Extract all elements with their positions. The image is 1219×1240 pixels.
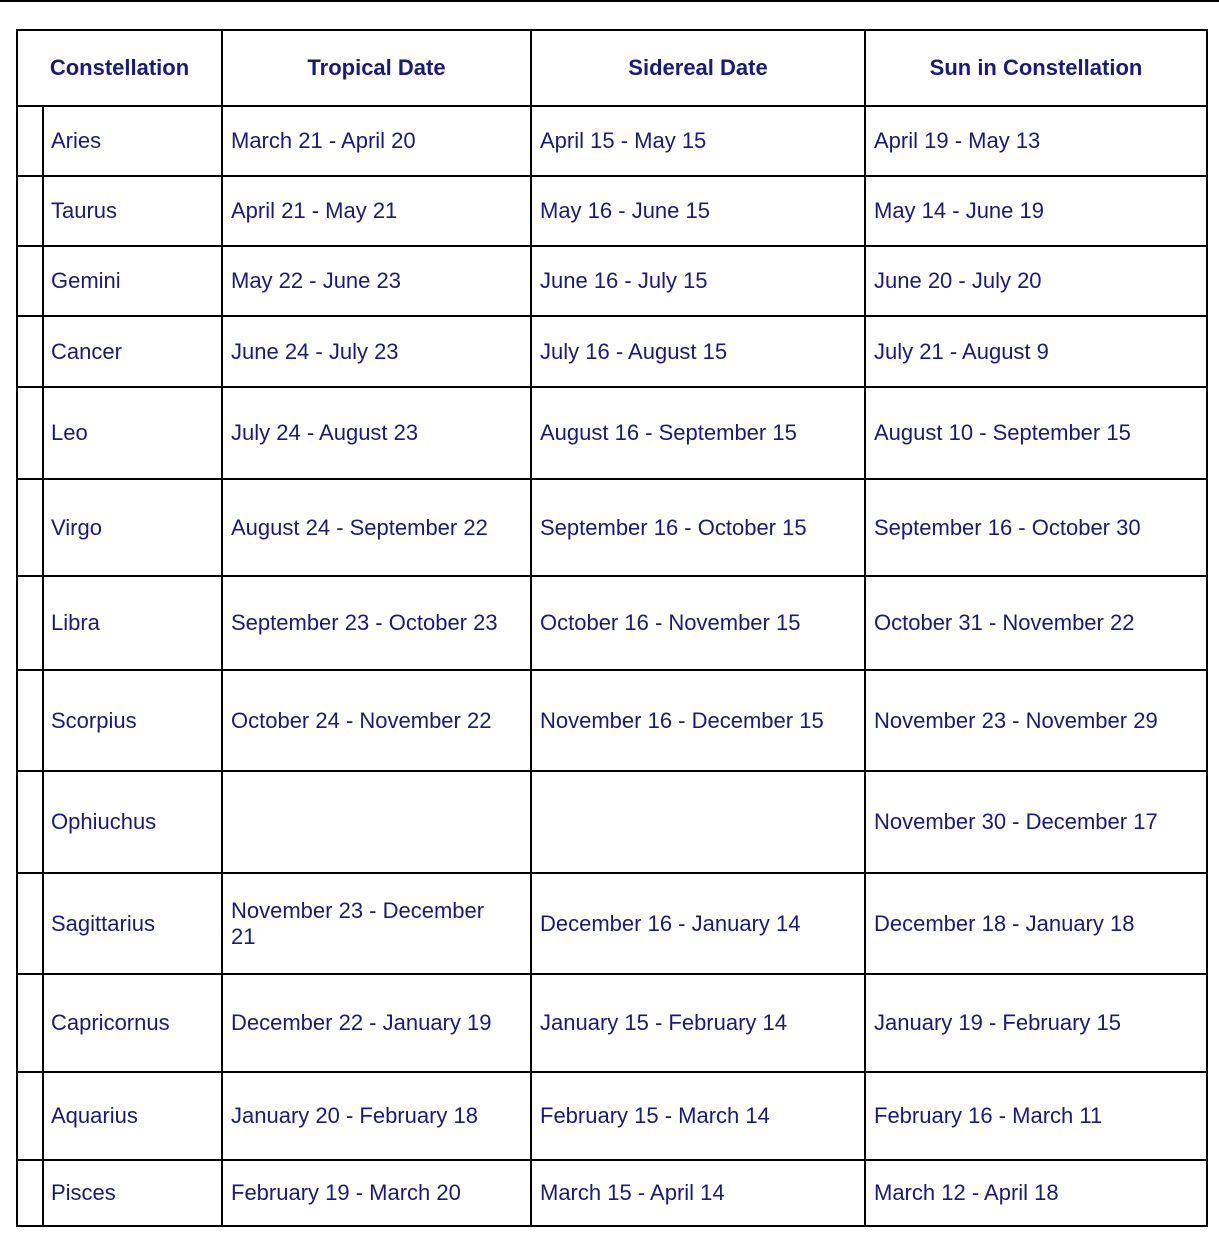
- tropical-date-cell: January 20 - February 18: [222, 1072, 531, 1160]
- sun-in-constellation-cell: March 12 - April 18: [865, 1160, 1207, 1226]
- sun-in-constellation-cell: November 23 - November 29: [865, 670, 1207, 771]
- header-row: [17, 30, 1207, 106]
- table-row: [17, 873, 1207, 974]
- header-constellation: Constellation: [17, 30, 222, 106]
- constellation-cell: Libra: [43, 576, 222, 670]
- sun-in-constellation-cell: June 20 - July 20: [865, 246, 1207, 316]
- sidereal-date-cell: October 16 - November 15: [531, 576, 865, 670]
- tropical-date-cell: April 21 - May 21: [222, 176, 531, 246]
- sun-in-constellation-cell: May 14 - June 19: [865, 176, 1207, 246]
- tropical-date-cell: September 23 - October 23: [222, 576, 531, 670]
- zodiac-dates-table: [16, 29, 1208, 1227]
- row-spacer: [17, 1160, 43, 1226]
- sidereal-date-cell: July 16 - August 15: [531, 316, 865, 387]
- table-row: [17, 106, 1207, 176]
- table-row: [17, 1072, 1207, 1160]
- row-spacer: [17, 771, 43, 873]
- table-row: [17, 576, 1207, 670]
- sun-in-constellation-cell: January 19 - February 15: [865, 974, 1207, 1072]
- tropical-date-cell: [222, 771, 531, 873]
- sun-in-constellation-cell: July 21 - August 9: [865, 316, 1207, 387]
- sidereal-date-cell: April 15 - May 15: [531, 106, 865, 176]
- row-spacer: [17, 246, 43, 316]
- constellation-cell: Sagittarius: [43, 873, 222, 974]
- sun-in-constellation-cell: October 31 - November 22: [865, 576, 1207, 670]
- tropical-date-cell: March 21 - April 20: [222, 106, 531, 176]
- row-spacer: [17, 316, 43, 387]
- sidereal-date-cell: December 16 - January 14: [531, 873, 865, 974]
- sidereal-date-cell: November 16 - December 15: [531, 670, 865, 771]
- sidereal-date-cell: February 15 - March 14: [531, 1072, 865, 1160]
- table-row: [17, 246, 1207, 316]
- header-sun-in-constellation: Sun in Constellation: [865, 30, 1207, 106]
- sun-in-constellation-cell: April 19 - May 13: [865, 106, 1207, 176]
- constellation-cell: Aquarius: [43, 1072, 222, 1160]
- table-row: [17, 479, 1207, 576]
- constellation-cell: Aries: [43, 106, 222, 176]
- row-spacer: [17, 106, 43, 176]
- sun-in-constellation-cell: November 30 - December 17: [865, 771, 1207, 873]
- row-spacer: [17, 974, 43, 1072]
- row-spacer: [17, 670, 43, 771]
- constellation-cell: Cancer: [43, 316, 222, 387]
- sidereal-date-cell: [531, 771, 865, 873]
- table-row: [17, 1160, 1207, 1226]
- sidereal-date-cell: June 16 - July 15: [531, 246, 865, 316]
- constellation-cell: Capricornus: [43, 974, 222, 1072]
- constellation-cell: Ophiuchus: [43, 771, 222, 873]
- table-row: [17, 316, 1207, 387]
- row-spacer: [17, 873, 43, 974]
- header-tropical-date: Tropical Date: [222, 30, 531, 106]
- table-row: [17, 974, 1207, 1072]
- sun-in-constellation-cell: December 18 - January 18: [865, 873, 1207, 974]
- table-row: [17, 670, 1207, 771]
- sidereal-date-cell: September 16 - October 15: [531, 479, 865, 576]
- constellation-cell: Leo: [43, 387, 222, 479]
- tropical-date-cell: May 22 - June 23: [222, 246, 531, 316]
- row-spacer: [17, 479, 43, 576]
- tropical-date-cell: December 22 - January 19: [222, 974, 531, 1072]
- tropical-date-cell: August 24 - September 22: [222, 479, 531, 576]
- row-spacer: [17, 387, 43, 479]
- tropical-date-cell: October 24 - November 22: [222, 670, 531, 771]
- row-spacer: [17, 176, 43, 246]
- constellation-cell: Pisces: [43, 1160, 222, 1226]
- sun-in-constellation-cell: February 16 - March 11: [865, 1072, 1207, 1160]
- sidereal-date-cell: January 15 - February 14: [531, 974, 865, 1072]
- sidereal-date-cell: March 15 - April 14: [531, 1160, 865, 1226]
- sidereal-date-cell: May 16 - June 15: [531, 176, 865, 246]
- tropical-date-cell: July 24 - August 23: [222, 387, 531, 479]
- header-sidereal-date: Sidereal Date: [531, 30, 865, 106]
- sidereal-date-cell: August 16 - September 15: [531, 387, 865, 479]
- sun-in-constellation-cell: August 10 - September 15: [865, 387, 1207, 479]
- constellation-cell: Scorpius: [43, 670, 222, 771]
- sun-in-constellation-cell: September 16 - October 30: [865, 479, 1207, 576]
- tropical-date-cell: June 24 - July 23: [222, 316, 531, 387]
- constellation-cell: Virgo: [43, 479, 222, 576]
- table-row: [17, 387, 1207, 479]
- tropical-date-cell: February 19 - March 20: [222, 1160, 531, 1226]
- constellation-cell: Gemini: [43, 246, 222, 316]
- row-spacer: [17, 576, 43, 670]
- tropical-date-cell: November 23 - December 21: [222, 873, 531, 974]
- top-rule: [0, 0, 1219, 2]
- table-row: [17, 176, 1207, 246]
- constellation-cell: Taurus: [43, 176, 222, 246]
- table-row: [17, 771, 1207, 873]
- row-spacer: [17, 1072, 43, 1160]
